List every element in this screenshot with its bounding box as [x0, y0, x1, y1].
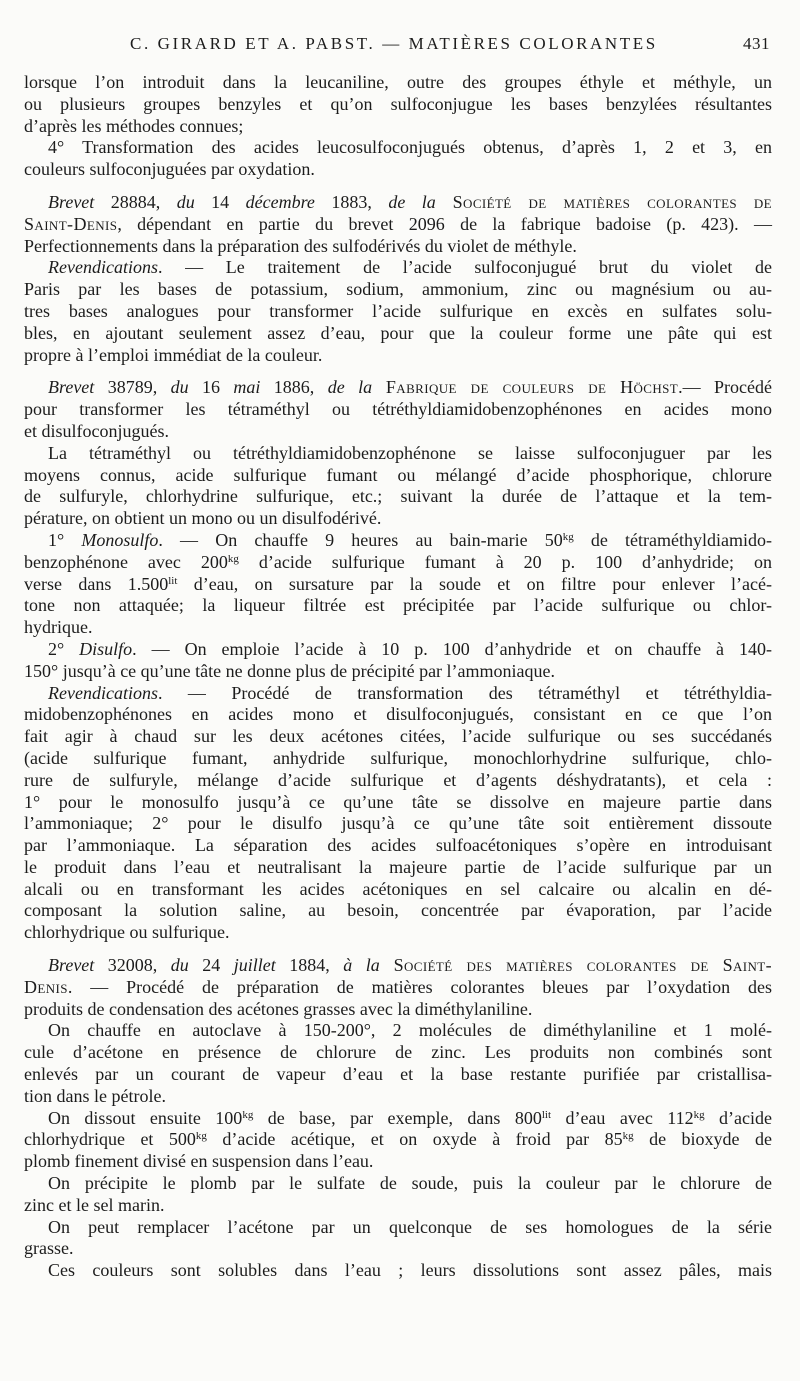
- text-line: alcali ou en transformant les acides acétoniques en sel calcaire ou alcalin en dé-: [24, 878, 772, 899]
- text-run: d’eau, on sursature par la soude et on filtre pour enlever l’acé-: [177, 573, 772, 594]
- text-line: [24, 574, 772, 596]
- text-line: [24, 1129, 772, 1151]
- text-run: d’acide acétique, et on oxyde à froid par 85: [206, 1129, 623, 1150]
- label-brevet: Brevet: [48, 191, 95, 212]
- text-line: chlorhydrique ou sulfurique.: [24, 922, 230, 943]
- unit-superscript: kg: [195, 1130, 207, 1143]
- unit-superscript: lit: [541, 1108, 552, 1121]
- body-text: [24, 72, 772, 1282]
- text-run: de tétraméthyldiamido-: [573, 529, 772, 550]
- paragraph-gap: [24, 944, 772, 955]
- text-line: cule d’acétone en présence de chlorure de zinc. Les produits non combinés sont: [24, 1042, 772, 1063]
- text-line: Ces couleurs sont solubles dans l’eau ; leurs dissolutions sont assez pâles, mais: [48, 1260, 772, 1281]
- label-brevet: Brevet: [48, 955, 95, 976]
- label-brevet: Brevet: [48, 377, 95, 398]
- company-name: Denis: [24, 976, 68, 997]
- text-run: Disulfo: [79, 638, 133, 659]
- text-run: . — Procédé de transformation des tétraméthyl et tétréthyldia-: [157, 682, 772, 703]
- text-run: 28884,: [94, 191, 177, 212]
- text-line: le produit dans l’eau et neutralisant la majeure partie de l’acide sulfurique par un: [24, 856, 772, 877]
- text-line: tone non attaquée; la liqueur filtrée est précipitée par l’acide sulfurique ou chlor-: [24, 595, 772, 616]
- text-line: 1° pour le monosulfo jusqu’à ce qu’une tâte se dissolve en majeure partie dans: [24, 791, 772, 812]
- text-line: [24, 530, 772, 552]
- text-run: verse dans 1.500: [24, 573, 169, 594]
- page-number: 431: [743, 34, 770, 53]
- text-line: l’ammoniaque; 2° pour le disulfo jusqu’à ce qu’une tâte soit entièrement dissoute: [24, 813, 772, 834]
- patent-heading-line: [24, 377, 772, 399]
- text-line: pour transformer les tétraméthyl ou tétréthyldiamidobenzophénones en acides mono: [24, 399, 772, 420]
- text-line: composant la solution saline, au besoin, concentrée par évaporation, par l’acide: [24, 900, 772, 921]
- text-run: 38789,: [94, 377, 171, 398]
- text-run: . — On emploie l’acide à 10 p. 100 d’anhydride et on chauffe à 140-: [132, 638, 772, 659]
- text-line: moyens connus, acide sulfurique fumant ou mélangé d’acide phosphorique, chlorure: [24, 464, 772, 485]
- paragraph-gap: [24, 366, 772, 377]
- paragraph-gap: [24, 181, 772, 192]
- text-line: pérature, on obtient un mono ou un disulfodérivé.: [24, 508, 382, 529]
- text-run: 24: [188, 955, 234, 976]
- text-run: 2°: [48, 638, 80, 659]
- text-line: et disulfoconjugués.: [24, 420, 169, 441]
- text-line: On peut remplacer l’acétone par un quelconque de ses homologues de la série: [48, 1216, 772, 1237]
- text-run: d’acide: [704, 1107, 772, 1128]
- text-run: benzophénone avec 200: [24, 551, 228, 572]
- text-line: tres bases analogues pour transformer l’acide sulfurique en excès en sulfates solu-: [24, 300, 772, 321]
- text-line: [24, 257, 772, 279]
- text-line: [24, 214, 772, 236]
- text-line: zinc et le sel marin.: [24, 1194, 165, 1215]
- company-name: Fabrique de couleurs de Höchst: [372, 377, 679, 398]
- text-line: midobenzophénones en acides mono et disulfoconjugués, consistant en ce que l’on: [24, 704, 772, 725]
- text-line: grasse.: [24, 1238, 74, 1259]
- text-run: d’eau avec 112: [551, 1107, 694, 1128]
- text-run: du: [176, 191, 195, 212]
- text-run: 16: [188, 377, 234, 398]
- text-line: 150° jusqu’à ce qu’une tâte ne donne plus de précipité par l’ammoniaque.: [24, 660, 556, 681]
- text-run: , dépendant en partie du brevet 2096 de la fabrique badoise (p. 423). —: [117, 213, 772, 234]
- text-line: [24, 552, 772, 574]
- text-line: Paris par les bases de potassium, sodium, ammonium, zinc ou magnésium ou au-: [24, 279, 772, 300]
- text-run: .— Procédé: [678, 377, 773, 398]
- text-line: enlevés par un courant de vapeur d’eau et la base restante purifiée par cristallisa-: [24, 1064, 772, 1085]
- label-revendications: Revendications: [48, 257, 158, 278]
- text-line: [24, 1108, 772, 1130]
- text-run: d’acide sulfurique fumant à 20 p. 100 d’anhydride; on: [238, 551, 772, 572]
- patent-heading-line: [24, 955, 772, 977]
- text-line: rure de sulfuryle, mélange d’acide sulfurique et d’agents déshydratants), et cela :: [24, 769, 772, 790]
- text-run: de base, par exemple, dans 800: [253, 1107, 542, 1128]
- text-line: fait agir à chaud sur les deux acétones citées, l’acide sulfurique ou ses succédanés: [24, 726, 772, 747]
- patent-heading-line: [24, 192, 772, 214]
- unit-superscript: lit: [168, 574, 178, 587]
- text-line: La tétraméthyl ou tétréthyldiamidobenzophénone se laisse sulfoconjuguer par les: [48, 442, 772, 463]
- label-revendications: Revendications: [48, 682, 158, 703]
- text-run: 1883,: [314, 191, 389, 212]
- text-run: 1°: [48, 529, 82, 550]
- text-line: d’après les méthodes connues;: [24, 115, 244, 136]
- running-title: C. GIRARD ET A. PABST. — MATIÈRES COLORANTES: [130, 34, 658, 53]
- text-run: Monosulfo: [81, 529, 159, 550]
- text-run: 14: [194, 191, 246, 212]
- text-line: de sulfuryle, chlorhydrine sulfurique, etc.; suivant la durée de l’attaque et la tem-: [24, 486, 772, 507]
- text-line: [24, 683, 772, 705]
- text-run: de la: [327, 377, 373, 398]
- text-line: Perfectionnements dans la préparation des sulfodérivés du violet de méthyle.: [24, 235, 577, 256]
- text-line: [24, 639, 772, 661]
- company-name: Saint-Denis: [24, 213, 118, 234]
- text-run: du: [170, 955, 189, 976]
- text-run: chlorhydrique et 500: [24, 1129, 196, 1150]
- running-head: [130, 34, 770, 56]
- text-line: propre à l’emploi immédiat de la couleur.: [24, 344, 323, 365]
- text-line: produits de condensation des acétones grasses avec la diméthylaniline.: [24, 998, 533, 1019]
- text-line: lorsque l’on introduit dans la leucaniline, outre des groupes éthyle et méthyle, un: [24, 72, 772, 92]
- text-line: bles, en ajoutant seulement assez d’eau, pour que la couleur forme une pâte qui est: [24, 322, 772, 343]
- text-line: On chauffe en autoclave à 150-200°, 2 molécules de diméthylaniline et 1 molé-: [48, 1020, 772, 1041]
- text-run: . — On chauffe 9 heures au bain-marie 50: [158, 529, 563, 550]
- text-run: . — Procédé de préparation de matières colorantes bleues par l’oxydation des: [67, 976, 772, 997]
- text-run: de la: [388, 191, 436, 212]
- unit-superscript: kg: [693, 1108, 705, 1121]
- text-run: On dissout ensuite 100: [48, 1107, 243, 1128]
- text-run: décembre: [245, 191, 315, 212]
- text-line: [24, 977, 772, 999]
- text-line: hydrique.: [24, 617, 93, 638]
- text-run: 32008,: [94, 955, 171, 976]
- text-line: (acide sulfurique fumant, anhydride sulfurique, monochlorhydrine sulfurique, chlo-: [24, 747, 772, 768]
- company-name: Société des matières colorantes de Saint-: [379, 955, 773, 976]
- unit-superscript: kg: [242, 1108, 254, 1121]
- text-run: à la: [343, 955, 380, 976]
- text-line: plomb finement divisé en suspension dans l’eau.: [24, 1151, 374, 1172]
- text-run: juillet: [233, 955, 276, 976]
- text-run: mai: [233, 377, 261, 398]
- text-line: On précipite le plomb par le sulfate de soude, puis la couleur par le chlorure de: [48, 1173, 772, 1194]
- text-line: tion dans le pétrole.: [24, 1085, 166, 1106]
- text-line: 4° Transformation des acides leucosulfoconjugués obtenus, d’après 1, 2 et 3, en: [48, 137, 772, 158]
- text-run: 1886,: [260, 377, 328, 398]
- text-line: ou plusieurs groupes benzyles et qu’on sulfoconjugue les bases benzylées résultantes: [24, 93, 772, 114]
- unit-superscript: kg: [227, 552, 239, 565]
- unit-superscript: kg: [562, 530, 574, 543]
- text-run: 1884,: [275, 955, 344, 976]
- text-line: par l’ammoniaque. La séparation des acides sulfoacétoniques s’opère en introduisant: [24, 835, 772, 856]
- company-name: Société de matières colorantes de: [435, 191, 773, 212]
- unit-superscript: kg: [622, 1130, 634, 1143]
- text-run: . — Le traitement de l’acide sulfoconjugué brut du violet de: [157, 257, 772, 278]
- text-run: de bioxyde de: [633, 1129, 772, 1150]
- text-run: du: [170, 377, 189, 398]
- text-line: couleurs sulfoconjuguées par oxydation.: [24, 159, 315, 180]
